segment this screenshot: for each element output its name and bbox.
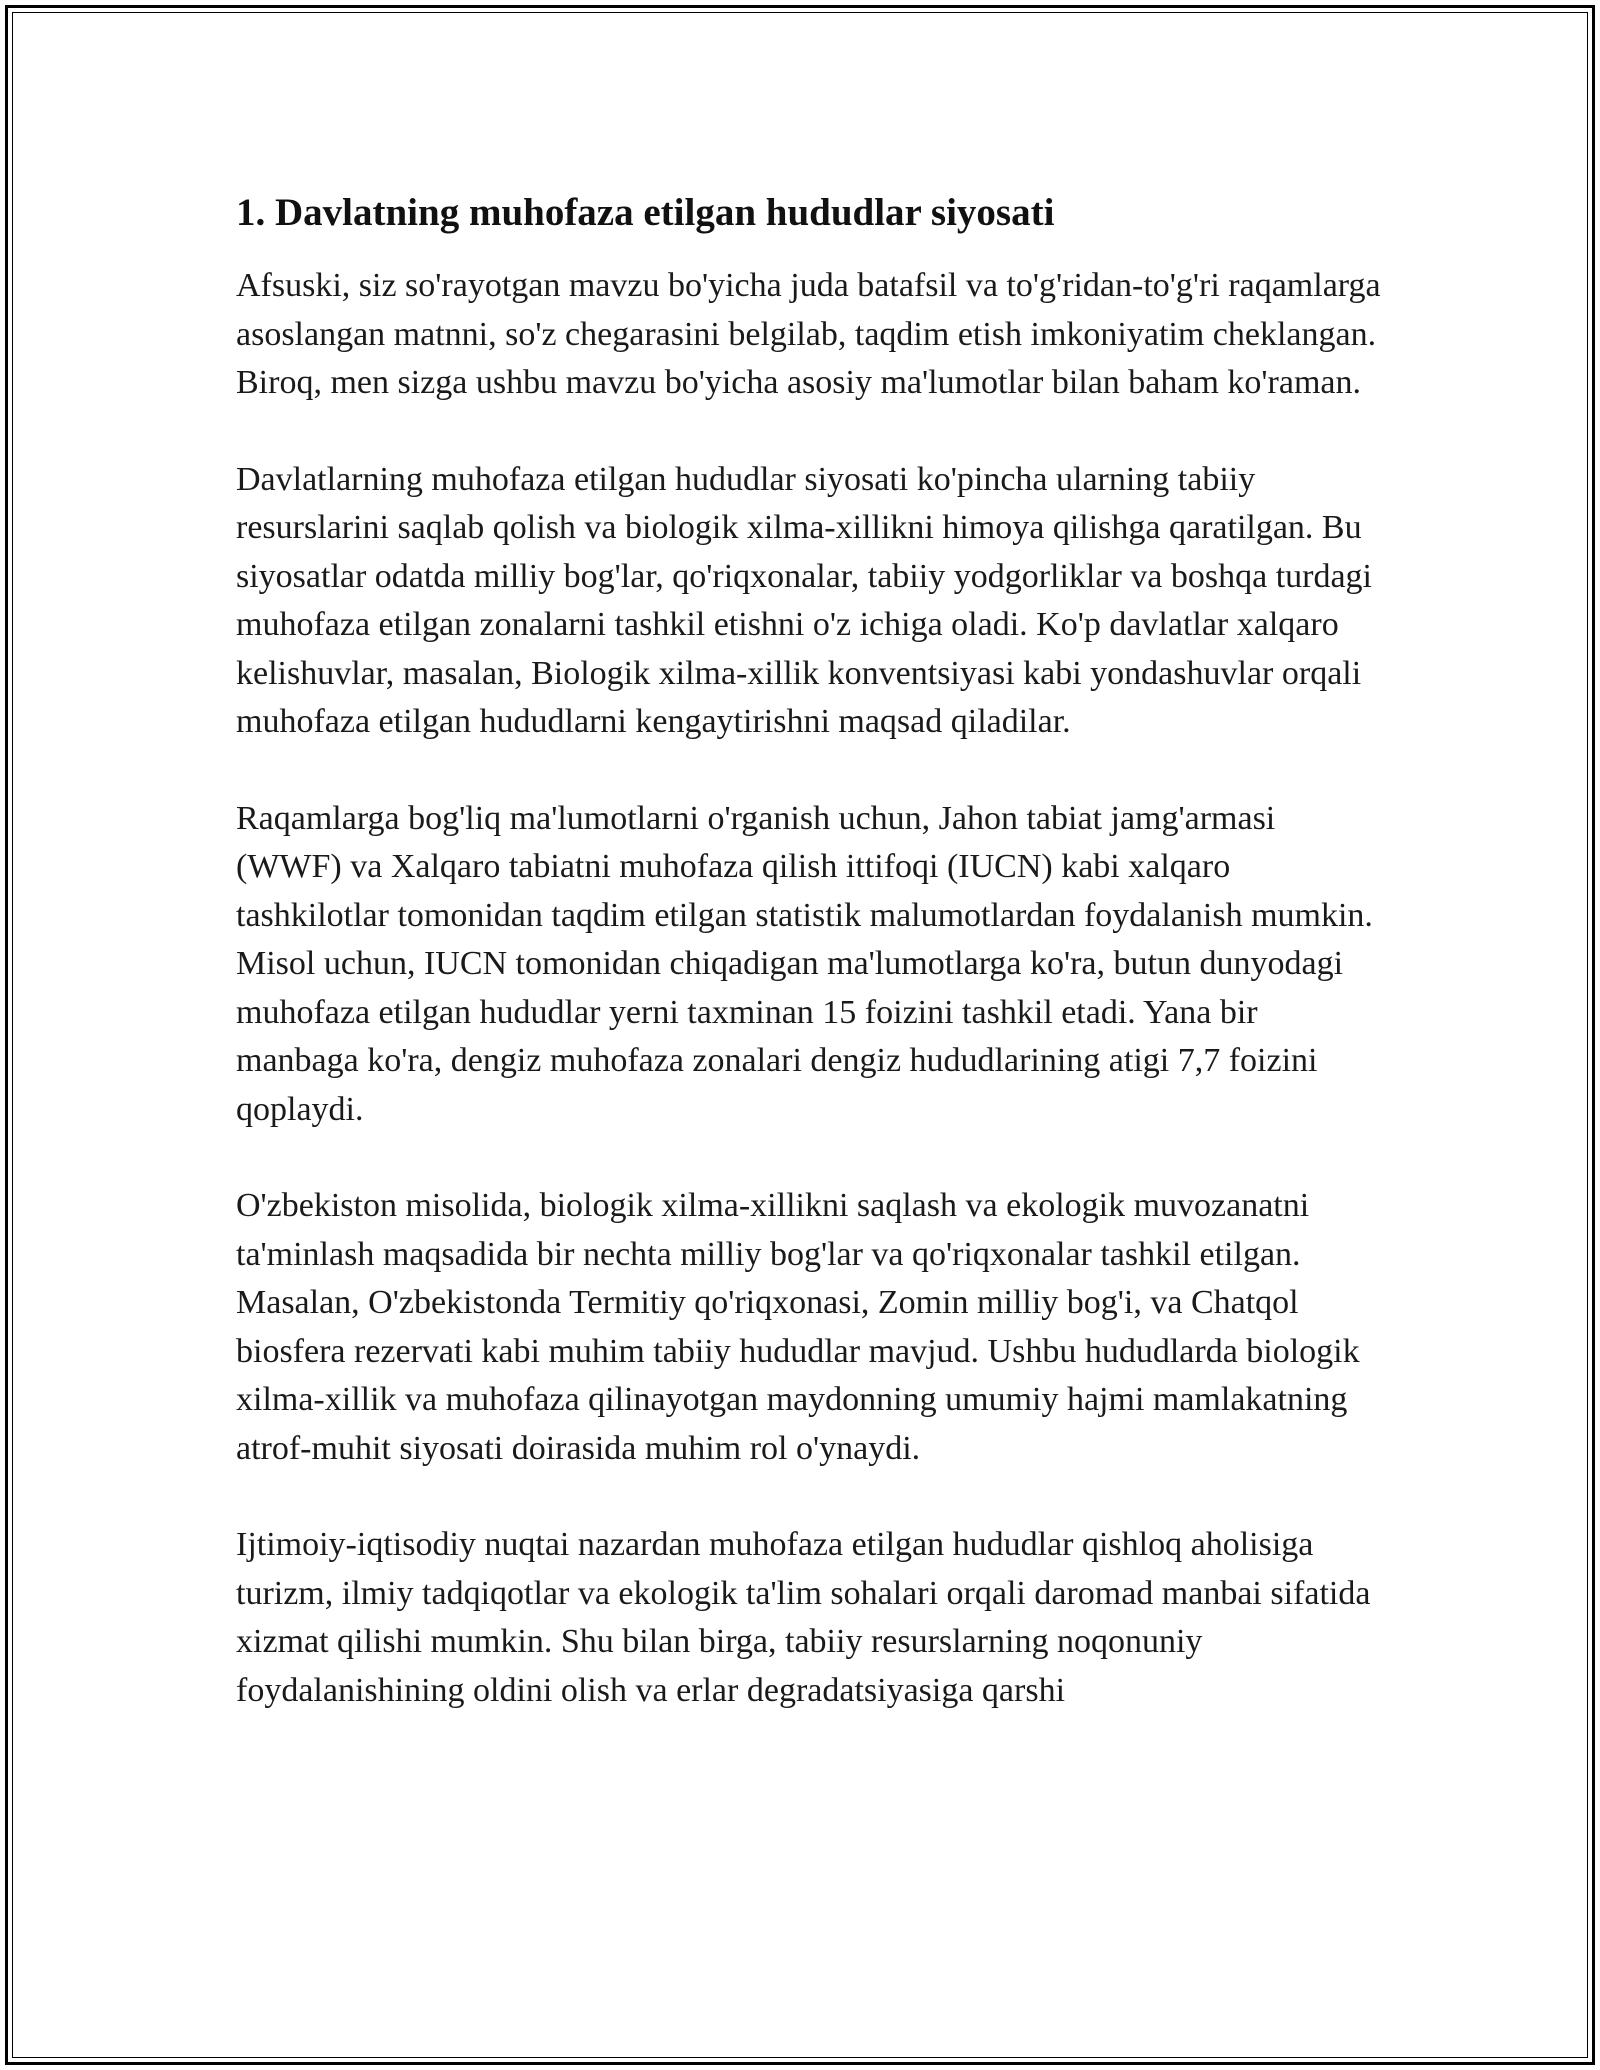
section-heading: 1. Davlatning muhofaza etilgan hududlar siyosati	[236, 191, 1055, 234]
paragraph-2: Davlatlarning muhofaza etilgan hududlar siyosati ko'pincha ularning tabiiy resurslarini saqlab qolish va biologik xilma-xillikni himoya qilishga qaratilgan. Bu siyosatlar odatda milliy bog'lar, qo'riqxonalar, tabiiy yodgorliklar va boshqa turdagi muhofaza etilgan zonalarni tashkil etishni o'z ichiga oladi. Ko'p davlatlar xalqaro kelishuvlar, masalan, Biologik xilma-xillik konventsiyasi kabi yondashuvlar orqali muhofaza etilgan hududlarni kengaytirishni maqsad qiladilar.	[236, 460, 1372, 740]
paragraph-5: Ijtimoiy-iqtisodiy nuqtai nazardan muhofaza etilgan hududlar qishloq aholisiga turizm, ilmiy tadqiqotlar va ekologik ta'lim sohalari orqali daromad manbai sifatida xizmat qilishi mumkin. Shu bilan birga, tabiiy resurslarning noqonuniy foydalanishining oldini olish va erlar degradatsiyasiga qarshi	[236, 1526, 1371, 1709]
document-body	[236, 186, 1386, 1763]
paragraph-4: O'zbekiston misolida, biologik xilma-xillikni saqlash va ekologik muvozanatni ta'minlash maqsadida bir nechta milliy bog'lar va qo'riqxonalar tashkil etilgan. Masalan, O'zbekistonda Termitiy qo'riqxonasi, Zomin milliy bog'i, va Chatqol biosfera rezervati kabi muhim tabiiy hududlar mavjud. Ushbu hududlarda biologik xilma-xillik va muhofaza qilinayotgan maydonning umumiy hajmi mamlakatning atrof-muhit siyosati doirasida muhim rol o'ynaydi.	[236, 1187, 1360, 1467]
paragraph-3: Raqamlarga bog'liq ma'lumotlarni o'rganish uchun, Jahon tabiat jamg'armasi (WWF) va Xalqaro tabiatni muhofaza qilish ittifoqi (IUCN) kabi xalqaro tashkilotlar tomonidan taqdim etilgan statistik malumotlardan foydalanish mumkin. Misol uchun, IUCN tomonidan chiqadigan ma'lumotlarga ko'ra, butun dunyodagi muhofaza etilgan hududlar yerni taxminan 15 foizini tashkil etadi. Yana bir manbaga ko'ra, dengiz muhofaza zonalari dengiz hududlarining atigi 7,7 foizini qoplaydi.	[236, 799, 1373, 1128]
paragraph-1: Afsuski, siz so'rayotgan mavzu bo'yicha juda batafsil va to'g'ridan-to'g'ri raqamlarga asoslangan matnni, so'z chegarasini belgilab, taqdim etish imkoniyatim cheklangan. Biroq, men sizga ushbu mavzu bo'yicha asosiy ma'lumotlar bilan baham ko'raman.	[236, 267, 1381, 401]
